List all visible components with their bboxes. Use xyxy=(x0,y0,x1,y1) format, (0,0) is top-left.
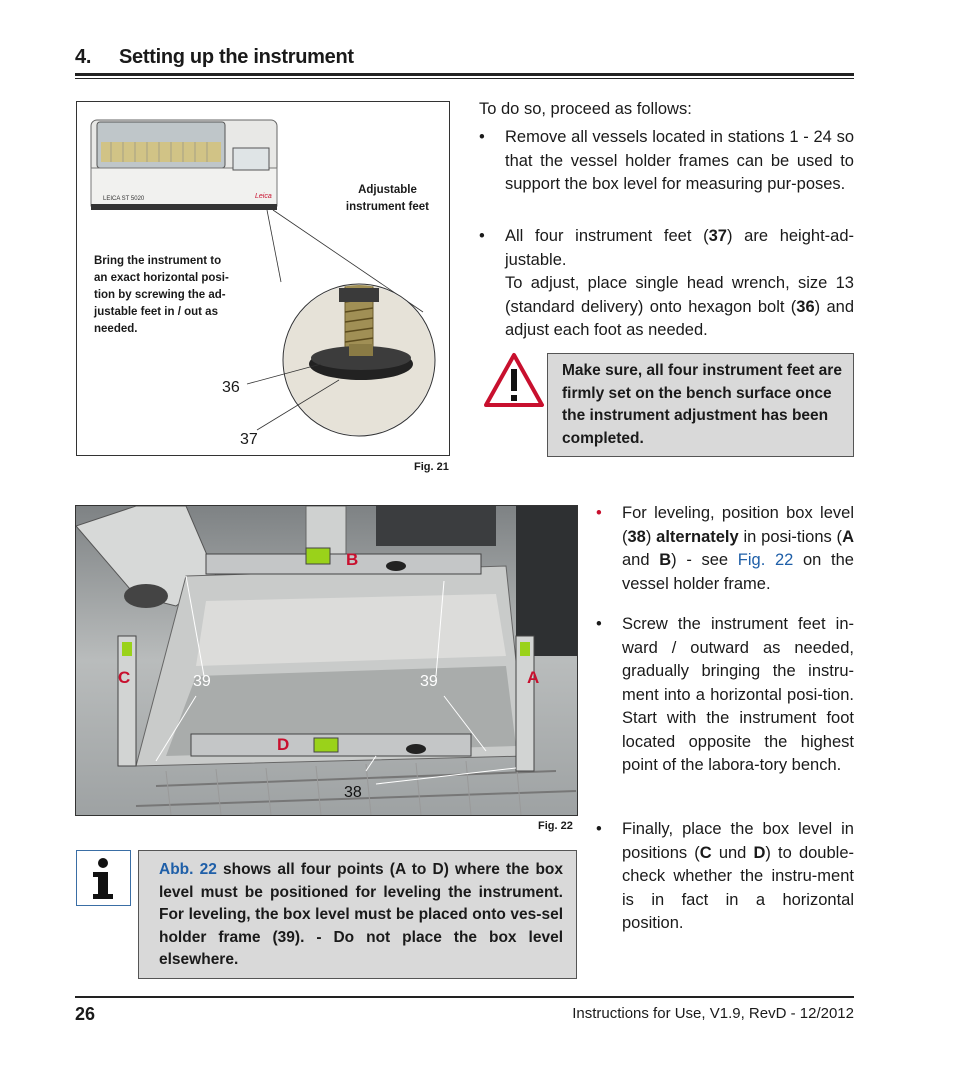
intro-text: To do so, proceed as follows: xyxy=(479,100,692,118)
bullet-text: All four instrument feet (37) are height-ad-justable. To adjust, place single head wrench, size 13 (standard delivery) onto hexagon bolt (36) and adjust each foot as needed. xyxy=(505,227,855,339)
note-adjustable-feet: Adjustable instrument feet xyxy=(345,184,429,213)
position-label-a: A xyxy=(527,668,540,687)
section-title: Setting up the instrument xyxy=(119,46,354,68)
page-number: 26 xyxy=(75,1004,96,1024)
figure-21-caption: Fig. 21 xyxy=(414,461,449,473)
label-39-right: 39 xyxy=(420,673,438,690)
bullet-text: Finally, place the box level in positions (C und D) to double-check whether the instru-ment is in fact in a horizontal position. xyxy=(622,820,855,932)
figure-22 xyxy=(75,505,578,816)
device-label: LEICA ST 5020 xyxy=(103,196,145,202)
abb22-link[interactable]: Abb. 22 xyxy=(159,861,217,878)
position-label-d: D xyxy=(277,735,290,754)
position-label-c: C xyxy=(118,668,131,687)
bullet-text: Screw the instrument feet in-ward / outward as needed, gradually bringing the instru-ment into a horizontal posi-tion. Start with the instrument foot located opposite the highest point of the labora-tory bench. xyxy=(622,615,854,774)
bullet-dot: • xyxy=(596,615,602,633)
figure-22-caption: Fig. 22 xyxy=(538,820,573,832)
section-heading xyxy=(75,46,354,69)
figure-22-photo xyxy=(76,506,577,815)
label-36: 36 xyxy=(222,379,240,396)
svg-text:Leica: Leica xyxy=(255,193,272,200)
bullet-dot: • xyxy=(479,128,485,146)
bullet-dot: • xyxy=(479,227,485,245)
section-number: 4. xyxy=(75,46,92,68)
bullet-double-check xyxy=(596,818,854,938)
footer-rule xyxy=(75,996,854,998)
info-icon xyxy=(77,851,130,905)
bullet-text: For leveling, position box level (38) alternately in posi-tions (A and B) - see Fig. 22 on the vessel holder frame. xyxy=(622,504,854,593)
header-rule xyxy=(75,73,854,76)
info-icon-box xyxy=(76,850,131,906)
bullet-dot: • xyxy=(596,820,602,838)
bullet-feet-adjust xyxy=(479,225,854,345)
warning-box xyxy=(547,353,854,457)
warning-text: Make sure, all four instrument feet are firmly set on the bench surface once the instrument adjustment has been completed. xyxy=(562,362,842,447)
header-rule-thin xyxy=(75,78,854,79)
figure-21 xyxy=(76,101,450,456)
bullet-text: Remove all vessels located in stations 1 - 24 so that the vessel holder frames can be used to support the box level for measuring pur-poses. xyxy=(505,128,854,193)
bullet-screw-feet xyxy=(596,613,854,803)
bullet-dot: • xyxy=(596,504,602,522)
info-text: Abb. 22 shows all four points (A to D) where the box level must be positioned for leveling the instrument. For leveling, the box level must be placed onto ves-sel holder frame (39). - Do not place the box level elsewhere. xyxy=(159,861,564,968)
info-box xyxy=(138,850,577,979)
bullet-position-box-level xyxy=(596,502,854,598)
note-horizontal: Bring the instrument to an exact horizontal posi- tion by screwing the ad- justable feet in / out as needed. xyxy=(94,255,229,335)
bullet-remove-vessels xyxy=(479,126,854,222)
position-label-b: B xyxy=(346,550,359,569)
label-38: 38 xyxy=(344,784,362,801)
doc-info: Instructions for Use, V1.9, RevD - 12/2012 xyxy=(572,1005,854,1022)
fig22-link[interactable]: Fig. 22 xyxy=(737,551,794,569)
warning-triangle-icon xyxy=(483,352,545,408)
label-39-left: 39 xyxy=(193,673,211,690)
label-37: 37 xyxy=(240,431,258,448)
